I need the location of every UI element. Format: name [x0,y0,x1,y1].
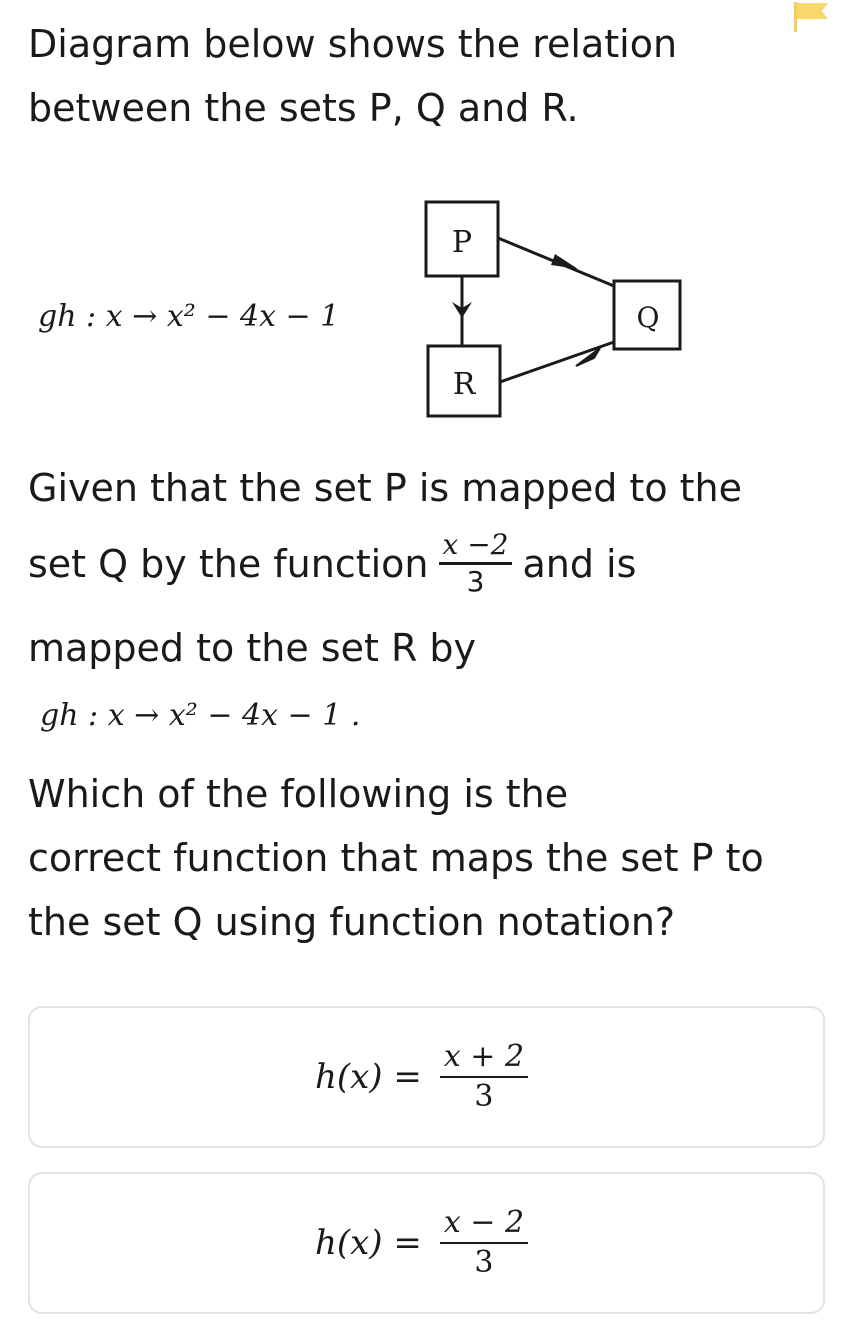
option-2-fraction [440,1206,528,1280]
option-1-expression [315,1040,538,1114]
which-line-3: the set Q using function notation? [28,900,676,944]
set-p-label: P [451,225,473,260]
given-fraction-denominator: 3 [466,565,485,598]
set-r-label: R [452,367,476,402]
option-1-numerator: x + 2 [440,1040,528,1078]
option-2-expression [315,1206,538,1280]
gh-mapping-label: gh : x → x² − 4x − 1 [38,299,340,334]
gh-function-expression: gh : x → x² − 4x − 1 . [40,698,361,733]
given-fraction [439,530,513,597]
arrow-q-to-r [500,342,614,382]
answer-option-2[interactable] [28,1172,825,1314]
intro-line-2: between the sets P, Q and R. [28,86,579,130]
relation-diagram [0,190,855,430]
given-line-2-text-a: set Q by the function [28,541,429,586]
option-1-fraction [440,1040,528,1114]
option-1-lhs: h(x) = [314,1057,422,1097]
given-line-2-text-b: and is [522,541,637,586]
flag-icon[interactable] [792,0,832,34]
given-line-3: mapped to the set R by [28,626,477,670]
option-2-numerator: x − 2 [440,1206,528,1244]
given-line-2 [28,530,636,597]
option-1-denominator: 3 [474,1079,494,1114]
set-q-label: Q [636,301,660,334]
intro-line-1: Diagram below shows the relation [28,22,678,66]
which-line-2: correct function that maps the set P to [28,836,764,880]
option-2-lhs: h(x) = [314,1223,422,1263]
option-2-denominator: 3 [474,1245,494,1280]
which-line-1: Which of the following is the [28,772,569,816]
given-line-1: Given that the set P is mapped to the [28,466,743,510]
given-fraction-numerator: x −2 [439,530,513,565]
answer-option-1[interactable] [28,1006,825,1148]
